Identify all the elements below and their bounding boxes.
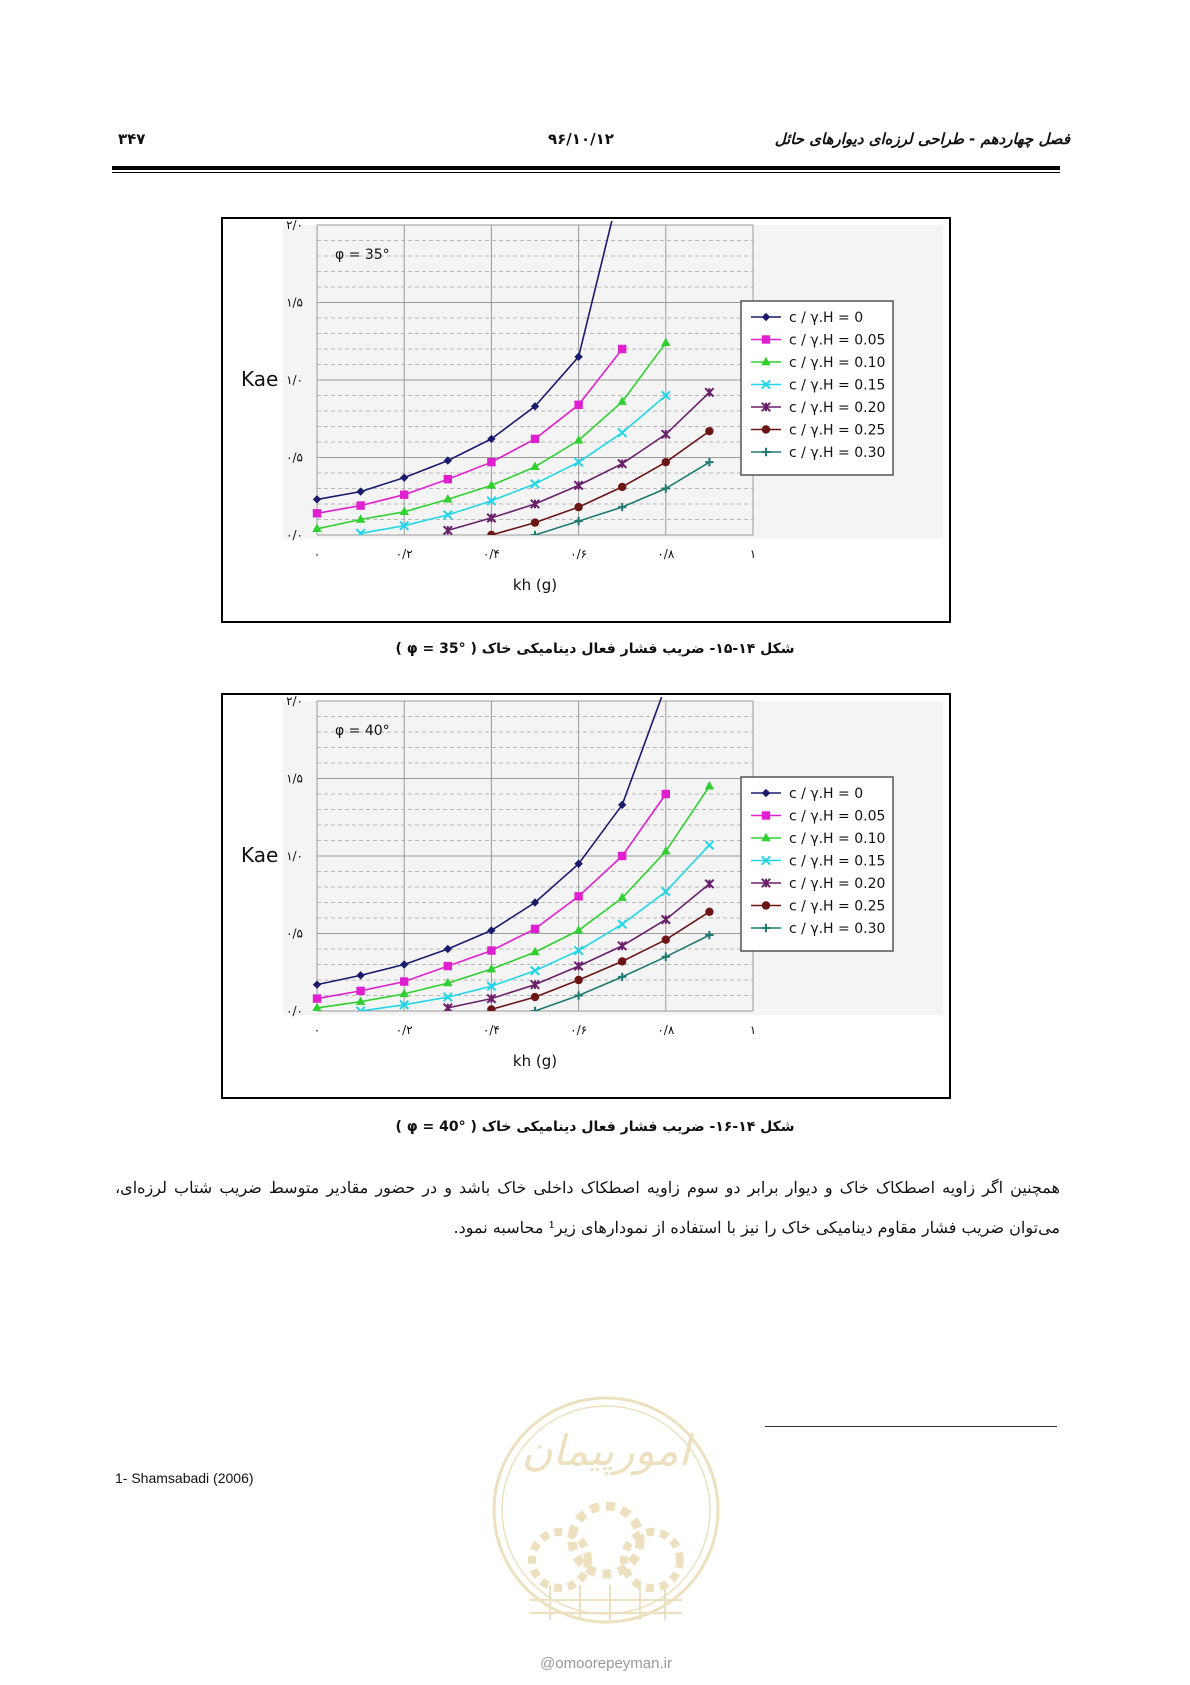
x-tick-label: ۰/۶ — [570, 547, 588, 561]
y-tick-label: ۱/۵ — [286, 295, 303, 310]
at-icon: @ — [540, 1655, 556, 1672]
legend-label: c / γ.H = 0.15 — [789, 853, 886, 870]
data-point — [313, 509, 321, 517]
y-tick-label: ۲/۰ — [286, 219, 303, 232]
y-tick-label: ۱/۵ — [286, 771, 303, 786]
chapter-title: فصل چهاردهم - طراحی لرزه‌ای دیوارهای حائل — [774, 130, 1070, 148]
y-tick-label: ۰/۵ — [286, 450, 303, 465]
footnote-rule — [765, 1426, 1057, 1427]
data-point — [662, 458, 670, 466]
data-point — [574, 892, 582, 900]
x-tick-label: ۰/۲ — [395, 1023, 413, 1037]
header-date: ۹۶/۱۰/۱۲ — [548, 130, 614, 148]
x-tick-label: ۰/۸ — [657, 1023, 675, 1037]
legend-label: c / γ.H = 0.30 — [789, 921, 886, 937]
legend-label: c / γ.H = 0.25 — [789, 422, 886, 439]
x-tick-label: ۰/۴ — [482, 547, 500, 561]
data-point — [531, 518, 539, 526]
legend-label: c / γ.H = 0.30 — [789, 445, 886, 461]
y-tick-label: ۰/۰ — [286, 528, 303, 542]
x-tick-label: ۰/۲ — [395, 547, 413, 561]
figure-2-caption-phi: ( φ = 40° ) — [395, 1119, 477, 1135]
data-point — [662, 790, 670, 798]
data-point — [487, 458, 495, 466]
data-point — [400, 491, 408, 499]
legend-marker — [762, 335, 770, 343]
legend-marker — [762, 901, 770, 909]
y-tick-label: ۰/۰ — [286, 1004, 303, 1018]
legend-label: c / γ.H = 0.20 — [789, 400, 886, 416]
data-point — [356, 501, 364, 509]
data-point — [487, 946, 495, 954]
data-point — [574, 401, 582, 409]
legend-label: c / γ.H = 0.15 — [789, 377, 886, 394]
x-tick-label: ۱ — [749, 547, 757, 561]
x-axis-label: kh (g) — [512, 1052, 558, 1070]
data-point — [618, 483, 626, 491]
legend-marker — [762, 811, 770, 819]
data-point — [313, 994, 321, 1002]
chart-title: φ = 35° — [335, 247, 390, 263]
y-axis-label: Kae — [241, 843, 279, 867]
data-point — [574, 503, 582, 511]
y-tick-label: ۱/۰ — [286, 849, 303, 863]
data-point — [618, 852, 626, 860]
data-point — [356, 987, 364, 995]
data-point — [705, 908, 713, 916]
legend-label: c / γ.H = 0.05 — [789, 808, 886, 825]
data-point — [618, 345, 626, 353]
figure-1-chart — [221, 217, 951, 623]
data-point — [531, 925, 539, 933]
figure-1-caption-main: شکل ۱۴-۱۵- ضریب فشار فعال دینامیکی خاک — [481, 641, 795, 657]
page-number: ۳۴۷ — [118, 130, 146, 148]
body-paragraph: همچنین اگر زاویه اصطکاک خاک و دیوار برابر دو سوم زاویه اصطکاک داخلی خاک باشد و در حضور مقادیر متوسط ضریب شتاب لرزه‌ای، می‌توان ضریب فشار مقاوم دینامیکی خاک را نیز با استفاده از نمودارهای زیر¹ محاسبه نمود. — [115, 1178, 1060, 1237]
legend-label: c / γ.H = 0.10 — [789, 831, 886, 847]
watermark-logo — [490, 1385, 722, 1685]
header-rule-thin — [112, 172, 1060, 173]
data-point — [400, 977, 408, 985]
data-point — [531, 993, 539, 1001]
legend-label: c / γ.H = 0.05 — [789, 332, 886, 349]
x-tick-label: ۰/۴ — [482, 1023, 500, 1037]
x-tick-label: ۰/۶ — [570, 1023, 588, 1037]
y-tick-label: ۰/۵ — [286, 926, 303, 941]
figure-2-caption-main: شکل ۱۴-۱۶- ضریب فشار فعال دینامیکی خاک — [481, 1119, 795, 1135]
legend — [741, 301, 893, 475]
figure-2-chart — [221, 693, 951, 1099]
figure-2-caption — [0, 1119, 1190, 1135]
data-point — [444, 962, 452, 970]
watermark-url: omoorepeyman.ir — [555, 1655, 672, 1672]
x-axis-label: kh (g) — [512, 576, 558, 594]
data-point — [531, 435, 539, 443]
data-point — [705, 427, 713, 435]
data-point — [662, 936, 670, 944]
watermark-website — [490, 1655, 722, 1672]
watermark-logo-text: امورپیمان — [521, 1426, 691, 1475]
legend-label: c / γ.H = 0.25 — [789, 898, 886, 915]
data-point — [574, 976, 582, 984]
legend-marker — [762, 425, 770, 433]
header-rule-thick — [112, 166, 1060, 170]
x-tick-label: ۰ — [313, 1023, 321, 1037]
chart-title: φ = 40° — [335, 723, 390, 739]
legend — [741, 777, 893, 951]
x-tick-label: ۰ — [313, 547, 321, 561]
x-tick-label: ۱ — [749, 1023, 757, 1037]
figure-1-caption-phi: ( φ = 35° ) — [395, 641, 477, 657]
data-point — [444, 475, 452, 483]
footnote: 1- Shamsabadi (2006) — [115, 1470, 254, 1486]
figure-2-svg — [223, 695, 949, 1097]
legend-label: c / γ.H = 0.20 — [789, 876, 886, 892]
figure-1-caption — [0, 641, 1190, 657]
y-tick-label: ۲/۰ — [286, 695, 303, 708]
y-tick-label: ۱/۰ — [286, 373, 303, 387]
legend-label: c / γ.H = 0 — [789, 310, 864, 326]
legend-label: c / γ.H = 0.10 — [789, 355, 886, 371]
x-tick-label: ۰/۸ — [657, 547, 675, 561]
legend-label: c / γ.H = 0 — [789, 786, 864, 802]
data-point — [618, 957, 626, 965]
y-axis-label: Kae — [241, 367, 279, 391]
figure-1-svg — [223, 219, 949, 621]
